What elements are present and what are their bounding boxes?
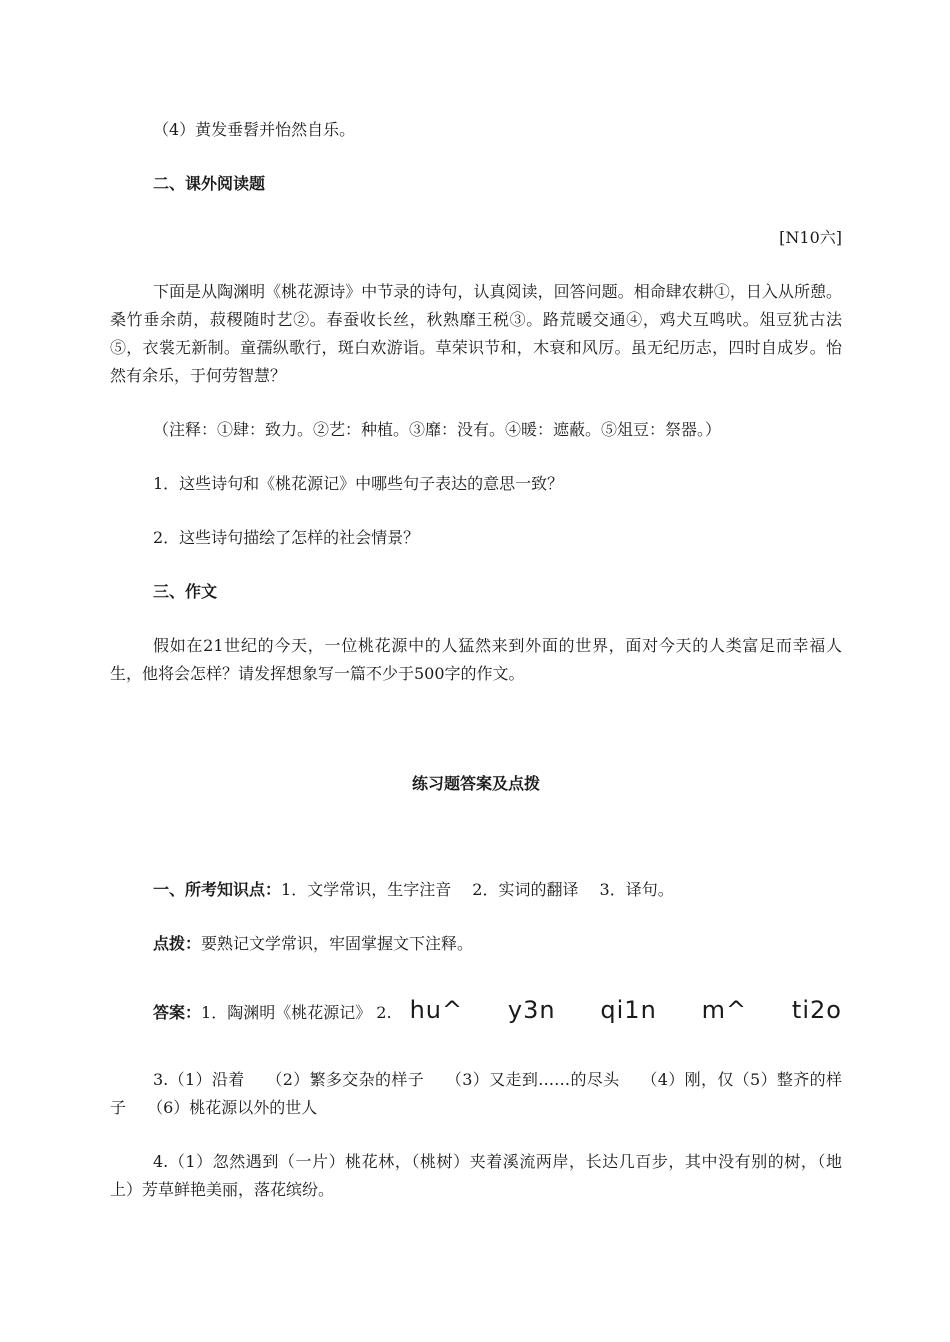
question-1: 1．这些诗句和《桃花源记》中哪些句子表达的意思一致？ [153,474,564,493]
pinyin-item: ti2o [791,996,842,1024]
pinyin-item: y3n [507,996,556,1024]
tip-label: 点拨： [153,934,202,953]
essay-prompt: 假如在21世纪的今天，一位桃花源中的人猛然来到外面的世界，面对今天的人类富足而幸福人生，他将会怎样？请发挥想象写一篇不少于500字的作文。 [110,636,842,683]
section-3-heading: 三、作文 [153,582,218,601]
answer-text: 1．陶渊明《桃花源记》 2. [201,1003,392,1022]
knowledge-points-label: 一、所考知识点： [153,880,282,899]
knowledge-points-text: 1．文学常识，生字注音 2．实词的翻译 3．译句。 [281,880,674,899]
answer-label: 答案： [153,1003,202,1022]
question-2: 2．这些诗句描绘了怎样的社会情景？ [153,528,420,547]
pinyin-list [410,996,842,1024]
question-4-line: （4）黄发垂髫并怡然自乐。 [153,120,356,139]
annotation-notes: （注释：①肆：致力。②艺：种植。③靡：没有。④暖：遮蔽。⑤俎豆：祭器。） [153,420,722,439]
knowledge-points [110,876,842,904]
section-2-heading: 二、课外阅读题 [153,174,266,193]
pinyin-item: qi1n [600,996,657,1024]
poem-intro-paragraph: 下面是从陶渊明《桃花源诗》中节录的诗句，认真阅读，回答问题。相命肆农耕①，日入从所憩。桑竹垂余荫，菽稷随时艺②。春蚕收长丝，秋熟靡王税③。路荒暖交通④，鸡犬互鸣吠。俎豆犹古法⑤，衣裳无新制。童孺纵歌行，斑白欢游诣。草荣识节和，木衰和风厉。虽无纪历志，四时自成岁。怡然有余乐，于何劳智慧？ [110,282,842,385]
tip-text: 要熟记文学常识，牢固掌握文下注释。 [201,934,474,953]
answers-title: 练习题答案及点拨 [411,774,540,793]
answer-3: 3.（1）沿着 （2）繁多交杂的样子 （3）又走到……的尽头 （4）刚，仅（5）整齐的样子 （6）桃花源以外的世人 [110,1070,842,1117]
answer-line [110,996,842,1027]
tip-line [110,930,842,958]
answer-4: 4.（1）忽然遇到（一片）桃花林，（桃树）夹着溪流两岸，长达几百步，其中没有别的树，（地上）芳草鲜艳美丽，落花缤纷。 [110,1152,842,1199]
pinyin-item: m^ [701,996,748,1024]
reference-code: [N10六] [779,228,842,247]
pinyin-item: hu^ [409,996,464,1024]
